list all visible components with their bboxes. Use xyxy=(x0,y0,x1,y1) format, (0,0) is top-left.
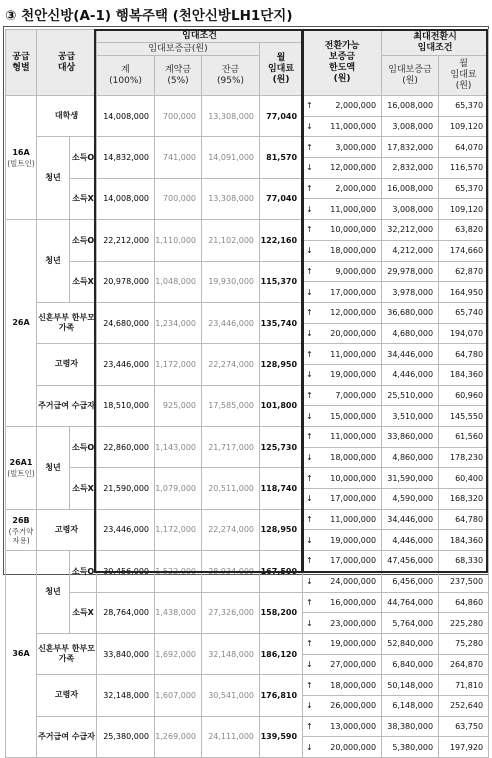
deposit-total: 24,680,000 xyxy=(97,302,155,343)
arrow-down-icon: ↓ xyxy=(306,453,313,463)
limit-value: 11,000,000 xyxy=(330,122,377,132)
monthly-rent: 101,800 xyxy=(260,385,303,426)
limit-value: 17,000,000 xyxy=(330,556,377,566)
arrow-up-icon: ↑ xyxy=(306,556,313,566)
table-row xyxy=(6,592,489,613)
limit-down xyxy=(303,158,382,179)
limit-value: 12,000,000 xyxy=(330,308,377,318)
deposit-balance: 22,274,000 xyxy=(202,509,260,550)
limit-up xyxy=(303,633,382,654)
limit-value: 19,000,000 xyxy=(330,535,377,545)
limit-down xyxy=(303,654,382,675)
arrow-down-icon: ↓ xyxy=(306,122,313,132)
limit-down xyxy=(303,695,382,716)
deposit-total: 22,860,000 xyxy=(97,427,155,468)
max-deposit: 52,840,000 xyxy=(382,633,439,654)
max-deposit: 25,510,000 xyxy=(382,385,439,406)
monthly-rent: 128,950 xyxy=(260,344,303,385)
monthly-rent: 81,570 xyxy=(260,137,303,178)
monthly-rent: 77,040 xyxy=(260,178,303,219)
group-note: (빌트인) xyxy=(7,159,35,169)
max-rent: 71,810 xyxy=(439,675,489,696)
arrow-down-icon: ↓ xyxy=(306,535,313,545)
arrow-up-icon: ↑ xyxy=(306,101,313,111)
limit-up xyxy=(303,385,382,406)
deposit-down: 1,172,000 xyxy=(155,344,202,385)
monthly-rent: 118,740 xyxy=(260,468,303,509)
monthly-rent: 176,810 xyxy=(260,675,303,716)
group-type: 36A xyxy=(12,649,30,659)
max-rent: 174,660 xyxy=(439,240,489,261)
limit-value: 20,000,000 xyxy=(330,742,377,752)
monthly-rent: 139,590 xyxy=(260,716,303,757)
arrow-down-icon: ↓ xyxy=(306,577,313,587)
max-deposit: 6,456,000 xyxy=(382,571,439,592)
limit-value: 18,000,000 xyxy=(330,680,377,690)
limit-value: 2,000,000 xyxy=(335,184,377,194)
limit-value: 3,000,000 xyxy=(335,142,377,152)
group-note: (빌트인) xyxy=(7,469,35,479)
target-cell: 대학생 xyxy=(37,96,97,137)
limit-value: 9,000,000 xyxy=(335,266,377,276)
max-deposit: 3,510,000 xyxy=(382,406,439,427)
limit-down xyxy=(303,737,382,758)
limit-down xyxy=(303,530,382,551)
deposit-down: 925,000 xyxy=(155,385,202,426)
deposit-down: 1,143,000 xyxy=(155,427,202,468)
table-header xyxy=(6,30,489,96)
subtype-cell: 소득X xyxy=(70,468,97,509)
limit-value: 11,000,000 xyxy=(330,349,377,359)
arrow-down-icon: ↓ xyxy=(306,287,313,297)
deposit-total: 33,840,000 xyxy=(97,633,155,674)
monthly-rent: 158,200 xyxy=(260,592,303,633)
max-rent: 168,320 xyxy=(439,489,489,510)
max-rent: 184,360 xyxy=(439,364,489,385)
max-rent: 64,780 xyxy=(439,509,489,530)
table-row xyxy=(6,344,489,365)
limit-up xyxy=(303,220,382,241)
max-deposit: 5,764,000 xyxy=(382,613,439,634)
deposit-balance: 13,308,000 xyxy=(202,96,260,137)
max-deposit: 34,446,000 xyxy=(382,509,439,530)
subtype-cell: 소득O xyxy=(70,220,97,261)
max-rent: 109,120 xyxy=(439,116,489,137)
arrow-down-icon: ↓ xyxy=(306,370,313,380)
limit-value: 10,000,000 xyxy=(330,473,377,483)
table-row xyxy=(6,468,489,489)
deposit-balance: 27,326,000 xyxy=(202,592,260,633)
limit-down xyxy=(303,323,382,344)
limit-up xyxy=(303,592,382,613)
table-body xyxy=(6,96,489,758)
limit-value: 2,000,000 xyxy=(335,101,377,111)
target-cell: 청년 xyxy=(37,551,70,634)
max-rent: 65,740 xyxy=(439,302,489,323)
table-row xyxy=(6,261,489,282)
limit-value: 16,000,000 xyxy=(330,597,377,607)
target-cell: 고령자 xyxy=(37,675,97,716)
max-rent: 116,570 xyxy=(439,158,489,179)
group-cell xyxy=(6,509,37,550)
max-rent: 75,280 xyxy=(439,633,489,654)
table-row xyxy=(6,96,489,117)
arrow-down-icon: ↓ xyxy=(306,246,313,256)
max-deposit: 2,832,000 xyxy=(382,158,439,179)
limit-down xyxy=(303,571,382,592)
max-deposit: 3,008,000 xyxy=(382,116,439,137)
target-cell: 주거급여 수급자 xyxy=(37,716,97,757)
max-rent: 197,920 xyxy=(439,737,489,758)
deposit-total: 25,380,000 xyxy=(97,716,155,757)
arrow-down-icon: ↓ xyxy=(306,163,313,173)
max-rent: 60,960 xyxy=(439,385,489,406)
limit-value: 18,000,000 xyxy=(330,246,377,256)
max-deposit: 17,832,000 xyxy=(382,137,439,158)
max-rent: 63,750 xyxy=(439,716,489,737)
max-rent: 62,870 xyxy=(439,261,489,282)
arrow-up-icon: ↑ xyxy=(306,515,313,525)
deposit-down: 700,000 xyxy=(155,96,202,137)
deposit-total: 23,446,000 xyxy=(97,509,155,550)
max-rent: 65,370 xyxy=(439,96,489,117)
limit-up xyxy=(303,96,382,117)
limit-up xyxy=(303,427,382,448)
arrow-up-icon: ↑ xyxy=(306,680,313,690)
limit-value: 11,000,000 xyxy=(330,515,377,525)
max-rent: 184,360 xyxy=(439,530,489,551)
lease-table xyxy=(5,29,489,758)
deposit-balance: 13,308,000 xyxy=(202,178,260,219)
deposit-down: 1,110,000 xyxy=(155,220,202,261)
header-max-deposit: 임대보증금 (원) xyxy=(382,56,439,96)
deposit-total: 20,978,000 xyxy=(97,261,155,302)
subtype-cell: 소득O xyxy=(70,137,97,178)
limit-value: 10,000,000 xyxy=(330,225,377,235)
arrow-up-icon: ↑ xyxy=(306,225,313,235)
deposit-balance: 30,541,000 xyxy=(202,675,260,716)
limit-value: 13,000,000 xyxy=(330,721,377,731)
deposit-total: 14,832,000 xyxy=(97,137,155,178)
table-row xyxy=(6,137,489,158)
max-rent: 60,400 xyxy=(439,468,489,489)
target-cell: 고령자 xyxy=(37,344,97,385)
target-cell: 청년 xyxy=(37,137,70,220)
max-deposit: 31,590,000 xyxy=(382,468,439,489)
target-cell: 청년 xyxy=(37,427,70,510)
deposit-balance: 14,091,000 xyxy=(202,137,260,178)
monthly-rent: 77,040 xyxy=(260,96,303,137)
limit-value: 27,000,000 xyxy=(330,659,377,669)
deposit-total: 18,510,000 xyxy=(97,385,155,426)
deposit-balance: 28,934,000 xyxy=(202,551,260,592)
max-rent: 164,950 xyxy=(439,282,489,303)
max-deposit: 47,456,000 xyxy=(382,551,439,572)
arrow-up-icon: ↑ xyxy=(306,266,313,276)
max-deposit: 4,212,000 xyxy=(382,240,439,261)
max-deposit: 4,860,000 xyxy=(382,447,439,468)
limit-value: 15,000,000 xyxy=(330,411,377,421)
limit-value: 19,000,000 xyxy=(330,370,377,380)
table-row xyxy=(6,509,489,530)
limit-down xyxy=(303,489,382,510)
max-rent: 61,560 xyxy=(439,427,489,448)
deposit-balance: 21,102,000 xyxy=(202,220,260,261)
target-cell: 신혼부부 한부모가족 xyxy=(37,633,97,674)
max-deposit: 3,978,000 xyxy=(382,282,439,303)
monthly-rent: 122,160 xyxy=(260,220,303,261)
header-max-conversion: 최대전환시 임대조건 xyxy=(382,30,489,56)
subtype-cell: 소득O xyxy=(70,551,97,592)
limit-value: 11,000,000 xyxy=(330,204,377,214)
limit-up xyxy=(303,344,382,365)
limit-down xyxy=(303,447,382,468)
limit-down xyxy=(303,282,382,303)
deposit-down: 1,048,000 xyxy=(155,261,202,302)
arrow-up-icon: ↑ xyxy=(306,142,313,152)
group-type: 16A xyxy=(12,148,30,158)
deposit-total: 14,008,000 xyxy=(97,178,155,219)
max-deposit: 3,008,000 xyxy=(382,199,439,220)
target-cell: 고령자 xyxy=(37,509,97,550)
arrow-up-icon: ↑ xyxy=(306,473,313,483)
table-row xyxy=(6,716,489,737)
deposit-total: 21,590,000 xyxy=(97,468,155,509)
max-rent: 64,780 xyxy=(439,344,489,365)
limit-value: 7,000,000 xyxy=(335,390,377,400)
max-deposit: 50,148,000 xyxy=(382,675,439,696)
deposit-down: 1,269,000 xyxy=(155,716,202,757)
max-deposit: 16,008,000 xyxy=(382,178,439,199)
arrow-down-icon: ↓ xyxy=(306,328,313,338)
subtype-cell: 소득O xyxy=(70,427,97,468)
header-lease-terms: 임대조건 xyxy=(97,30,303,43)
limit-value: 17,000,000 xyxy=(330,287,377,297)
limit-value: 17,000,000 xyxy=(330,494,377,504)
max-rent: 63,820 xyxy=(439,220,489,241)
deposit-down: 741,000 xyxy=(155,137,202,178)
subtype-cell: 소득X xyxy=(70,261,97,302)
page-title: ③ 천안신방(A-1) 행복주택 (천안신방LH1단지) xyxy=(5,8,293,24)
table-row xyxy=(6,675,489,696)
header-max-rent: 월 임대료 (원) xyxy=(439,56,489,96)
max-deposit: 38,380,000 xyxy=(382,716,439,737)
monthly-rent: 128,950 xyxy=(260,509,303,550)
limit-up xyxy=(303,137,382,158)
target-cell: 청년 xyxy=(37,220,70,303)
deposit-down: 1,692,000 xyxy=(155,633,202,674)
arrow-down-icon: ↓ xyxy=(306,494,313,504)
table-row xyxy=(6,385,489,406)
limit-value: 23,000,000 xyxy=(330,618,377,628)
table-row xyxy=(6,220,489,241)
limit-up xyxy=(303,509,382,530)
limit-down xyxy=(303,613,382,634)
monthly-rent: 167,500 xyxy=(260,551,303,592)
header-deposit: 임대보증금(원) xyxy=(97,43,260,56)
deposit-total: 23,446,000 xyxy=(97,344,155,385)
table-row xyxy=(6,427,489,448)
max-rent: 109,120 xyxy=(439,199,489,220)
max-deposit: 4,590,000 xyxy=(382,489,439,510)
limit-up xyxy=(303,551,382,572)
limit-value: 19,000,000 xyxy=(330,639,377,649)
target-cell: 신혼부부 한부모가족 xyxy=(37,302,97,343)
limit-up xyxy=(303,302,382,323)
group-cell xyxy=(6,220,37,427)
max-deposit: 29,978,000 xyxy=(382,261,439,282)
max-rent: 237,500 xyxy=(439,571,489,592)
limit-up xyxy=(303,178,382,199)
limit-up xyxy=(303,716,382,737)
max-deposit: 5,380,000 xyxy=(382,737,439,758)
limit-down xyxy=(303,240,382,261)
arrow-up-icon: ↑ xyxy=(306,349,313,359)
deposit-balance: 20,511,000 xyxy=(202,468,260,509)
header-supply-type: 공급 형별 xyxy=(6,30,37,96)
target-cell: 주거급여 수급자 xyxy=(37,385,97,426)
deposit-balance: 17,585,000 xyxy=(202,385,260,426)
group-note: (주거약자용) xyxy=(8,526,34,545)
limit-down xyxy=(303,116,382,137)
header-supply-target: 공급 대상 xyxy=(37,30,97,96)
deposit-balance: 23,446,000 xyxy=(202,302,260,343)
group-type: 26A xyxy=(12,318,30,328)
limit-value: 24,000,000 xyxy=(330,577,377,587)
max-deposit: 32,212,000 xyxy=(382,220,439,241)
limit-value: 18,000,000 xyxy=(330,453,377,463)
max-deposit: 6,148,000 xyxy=(382,695,439,716)
arrow-up-icon: ↑ xyxy=(306,597,313,607)
deposit-balance: 32,148,000 xyxy=(202,633,260,674)
limit-down xyxy=(303,364,382,385)
max-deposit: 34,446,000 xyxy=(382,344,439,365)
limit-down xyxy=(303,406,382,427)
group-type: 26A1 xyxy=(9,458,33,468)
max-rent: 264,870 xyxy=(439,654,489,675)
limit-value: 20,000,000 xyxy=(330,328,377,338)
arrow-down-icon: ↓ xyxy=(306,411,313,421)
limit-up xyxy=(303,468,382,489)
deposit-down: 1,234,000 xyxy=(155,302,202,343)
max-deposit: 4,446,000 xyxy=(382,364,439,385)
max-rent: 65,370 xyxy=(439,178,489,199)
deposit-total: 14,008,000 xyxy=(97,96,155,137)
monthly-rent: 125,730 xyxy=(260,427,303,468)
table-row xyxy=(6,178,489,199)
group-type: 26B xyxy=(12,515,30,525)
max-deposit: 36,680,000 xyxy=(382,302,439,323)
limit-up xyxy=(303,261,382,282)
arrow-down-icon: ↓ xyxy=(306,701,313,711)
deposit-down: 700,000 xyxy=(155,178,202,219)
max-rent: 252,640 xyxy=(439,695,489,716)
max-rent: 194,070 xyxy=(439,323,489,344)
limit-down xyxy=(303,199,382,220)
max-rent: 68,330 xyxy=(439,551,489,572)
deposit-down: 1,438,000 xyxy=(155,592,202,633)
header-total: 계 (100%) xyxy=(97,56,155,96)
deposit-down: 1,172,000 xyxy=(155,509,202,550)
deposit-balance: 24,111,000 xyxy=(202,716,260,757)
header-convertible-limit: 전환가능 보증금 한도액 (원) xyxy=(303,30,382,96)
monthly-rent: 115,370 xyxy=(260,261,303,302)
monthly-rent: 135,740 xyxy=(260,302,303,343)
group-cell xyxy=(6,427,37,510)
subtype-cell: 소득X xyxy=(70,178,97,219)
table-row xyxy=(6,551,489,572)
table-row xyxy=(6,302,489,323)
deposit-total: 22,212,000 xyxy=(97,220,155,261)
max-deposit: 16,008,000 xyxy=(382,96,439,117)
subtype-cell: 소득X xyxy=(70,592,97,633)
deposit-down: 1,522,000 xyxy=(155,551,202,592)
header-monthly-rent: 월 임대료 (원) xyxy=(260,43,303,96)
max-deposit: 4,446,000 xyxy=(382,530,439,551)
max-deposit: 4,680,000 xyxy=(382,323,439,344)
max-deposit: 33,860,000 xyxy=(382,427,439,448)
table-row xyxy=(6,633,489,654)
arrow-up-icon: ↑ xyxy=(306,432,313,442)
deposit-balance: 19,930,000 xyxy=(202,261,260,302)
header-down-payment: 계약금 (5%) xyxy=(155,56,202,96)
group-cell xyxy=(6,96,37,220)
deposit-total: 30,456,000 xyxy=(97,551,155,592)
deposit-balance: 21,717,000 xyxy=(202,427,260,468)
max-rent: 64,070 xyxy=(439,137,489,158)
arrow-up-icon: ↑ xyxy=(306,308,313,318)
group-cell xyxy=(6,551,37,758)
max-rent: 64,860 xyxy=(439,592,489,613)
deposit-down: 1,079,000 xyxy=(155,468,202,509)
arrow-down-icon: ↓ xyxy=(306,659,313,669)
arrow-down-icon: ↓ xyxy=(306,204,313,214)
limit-value: 12,000,000 xyxy=(330,163,377,173)
arrow-down-icon: ↓ xyxy=(306,742,313,752)
limit-value: 26,000,000 xyxy=(330,701,377,711)
deposit-down: 1,607,000 xyxy=(155,675,202,716)
arrow-up-icon: ↑ xyxy=(306,390,313,400)
max-rent: 145,550 xyxy=(439,406,489,427)
arrow-down-icon: ↓ xyxy=(306,618,313,628)
max-deposit: 6,840,000 xyxy=(382,654,439,675)
arrow-up-icon: ↑ xyxy=(306,639,313,649)
limit-value: 11,000,000 xyxy=(330,432,377,442)
max-rent: 225,280 xyxy=(439,613,489,634)
deposit-total: 32,148,000 xyxy=(97,675,155,716)
max-rent: 178,230 xyxy=(439,447,489,468)
header-balance: 잔금 (95%) xyxy=(202,56,260,96)
deposit-balance: 22,274,000 xyxy=(202,344,260,385)
max-deposit: 44,764,000 xyxy=(382,592,439,613)
arrow-up-icon: ↑ xyxy=(306,184,313,194)
deposit-total: 28,764,000 xyxy=(97,592,155,633)
monthly-rent: 186,120 xyxy=(260,633,303,674)
arrow-up-icon: ↑ xyxy=(306,721,313,731)
limit-up xyxy=(303,675,382,696)
